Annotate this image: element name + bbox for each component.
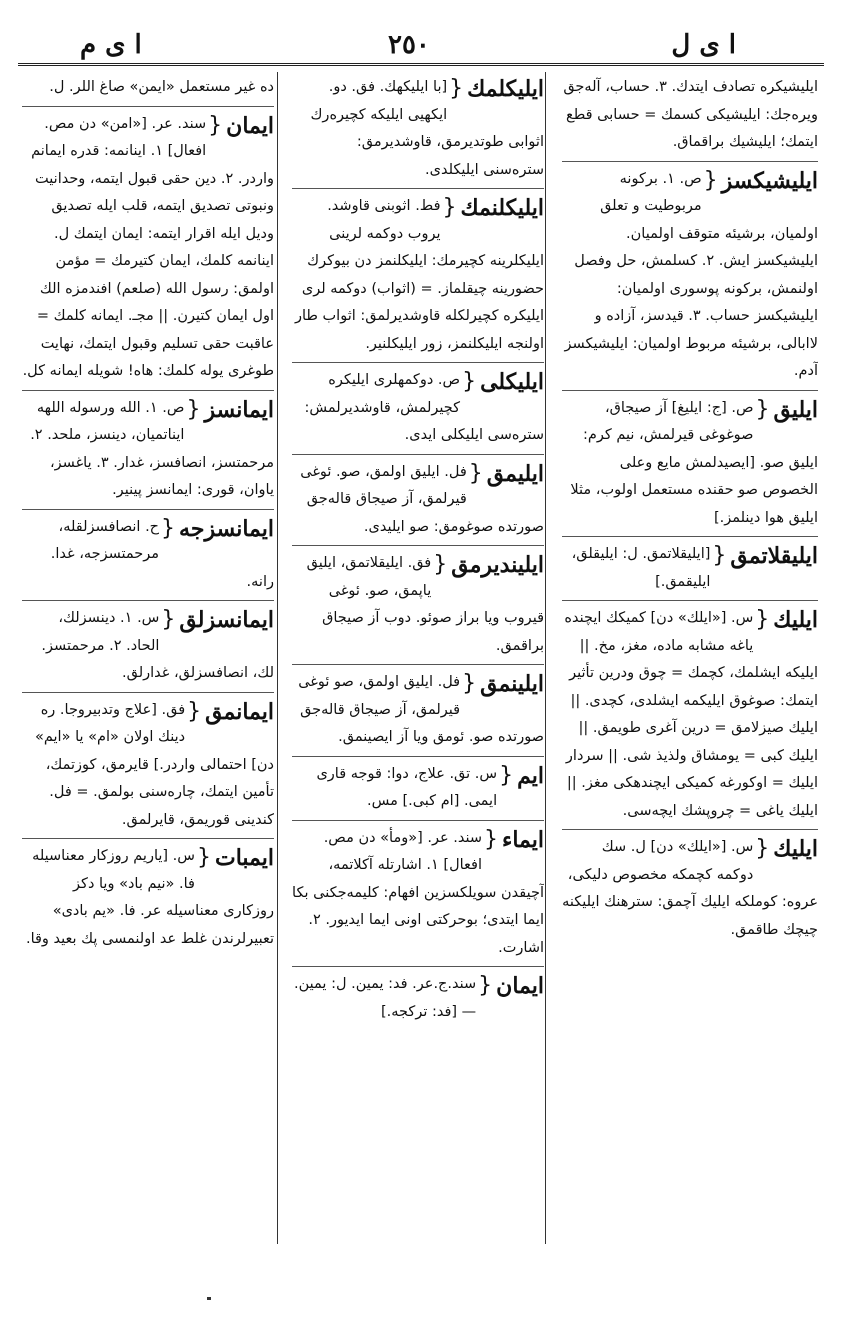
brace-mark: { <box>755 836 770 861</box>
dictionary-entry <box>292 825 544 968</box>
entry-definition: فق. [علاج وتدبیروجا. ره دینك اولان «ام» یا «ایم» دن] احتمالی واردر.] قایرمق، کوزتمك، تأمین ایتمك، چارەسنی بولمق. = فل. کندینی قوریمق، قایرلمق. <box>35 701 274 828</box>
entry-definition: س. ١. دینسزلك، الحاد. ٢. مرحمتسز. لك، انصافسزلق، غدارلق. <box>41 610 274 681</box>
dictionary-entry <box>292 669 544 757</box>
entry-definition: س. [«ایلك» دن] کمیکك ایچنده یاغه مشابه ماده، مغز، مخ. || ایلیکه ایشلمك، کچمك = چوق ودرین تأثیر ایتمك: صوغوق ایلیکمه ایشلدی، کچدی. || ایلیك صیزلامق = درین آغری طویمق. || ایلیك کبی = یومشاق ولذیذ شی. || سردار ایلیك = اوکورغه کمیکی ایچندهکی مغز. || ایلیك یاغی = چروپشك ایچەسی. <box>564 610 818 819</box>
brace-mark: { <box>161 515 176 541</box>
brace-mark: { <box>712 543 727 568</box>
entry-headword: ایمانمق <box>205 698 274 725</box>
dictionary-entry <box>292 761 544 821</box>
brace-mark: { <box>483 826 498 852</box>
brace-mark: { <box>499 762 514 788</box>
column-right <box>562 74 818 1242</box>
brace-mark: { <box>755 607 770 632</box>
entry-headword: ایماء <box>501 826 544 853</box>
entry-definition: س. [«ایلك» دن] ل. سك دوکمه کچمکه مخصوص دلیکی، عروه: کوملکه ایلیك آچمق: سترهنك ایلیکنه چیچك طاقمق. <box>562 839 818 938</box>
dictionary-entry <box>22 697 274 840</box>
dictionary-entry <box>562 605 818 830</box>
page-header <box>18 22 824 66</box>
dictionary-entry <box>22 514 274 602</box>
entry-headword: ایلیکلی <box>480 369 544 395</box>
entry-definition: فل. ایلیق اولمق، صو ئوغی قیرلمق، آز صیجاق قالەجق صورتده صو. ئومق ویا آز ایصینمق. <box>298 674 544 745</box>
entry-headword: ایمان <box>496 973 544 999</box>
entry-definition: ایلیشیکره تصادف ایتدك. ٣. حساب، آلەجق ویرەجك: ایلیشیکی کسمك = حسابی قطع ایتمك؛ ایلیشیك براقماق. <box>563 79 818 150</box>
entry-headword: ایلیك <box>773 607 818 633</box>
guide-word-left: ا ی م <box>80 30 142 60</box>
brace-mark: { <box>433 552 448 577</box>
brace-mark: { <box>462 369 477 394</box>
entry-headword: ایلیکلمك <box>467 76 544 102</box>
entry-definition: ص. ١. برکونه مربوطیت و تعلق اولمیان، برشیئه متوقف اولمیان. ایلیشیکسز ایش. ٢. کسلمش، حل وفصل اولنمش، برکونه پوسوری اولمیان: ایلیشیکسز حساب. ٣. قیدسز، آزاده و لاابالی، برشیئه مربوط اولمیان: ایلیشیکسز آدم. <box>564 170 818 379</box>
brace-mark: { <box>208 112 223 138</box>
column-left <box>22 74 274 1242</box>
entry-definition: ح. انصافسزلقله، مرحمتسزجه، غدا. رانه. <box>50 518 274 590</box>
dictionary-columns <box>18 70 824 1245</box>
brace-mark: { <box>755 396 770 422</box>
brace-mark: { <box>187 698 202 724</box>
brace-mark: { <box>186 396 201 422</box>
entry-definition: ده غیر مستعمل «ایمن» صاغ اللر. ل. <box>49 79 274 95</box>
entry-definition: سند. عر. [«امن» دن مص. افعال] ١. اینانمه: قدره ایمانم واردر. ٢. دین حقی قبول ایتمه، وحدانیت ونبوتی تصدیق ایتمه، قلب ایله تصدیق ودیل ایله اقرار ایتمه: ایمان ایتمك ل. اینانمه کلمك، ایمان کتیرمك = مؤمن اولمق: رسول الله (صلعم) افندمزه الك اول ایمان کتیرن. || مجـ. ایمانه کلمك = عاقبت حقی تسلیم وقبول ایتمك، نهایت طوغری یوله کلمك: هاه! شویله ایمانه کل. <box>22 115 274 379</box>
column-divider <box>277 72 278 1244</box>
entry-headword: ایلیك <box>773 836 818 862</box>
entry-headword: ایلیندیرمق <box>451 552 544 578</box>
dictionary-entry <box>292 74 544 189</box>
page-number: ٢٥٠ <box>388 30 430 60</box>
brace-mark: { <box>196 845 211 870</box>
dictionary-entry <box>22 843 274 957</box>
dictionary-entry <box>562 395 818 538</box>
guide-word-right: ا ی ل <box>671 30 736 60</box>
dictionary-entry <box>292 459 544 547</box>
entry-headword: ایلیمق <box>486 460 544 487</box>
dictionary-entry <box>22 111 274 391</box>
dictionary-entry <box>562 541 818 601</box>
entry-headword: ایم <box>517 762 544 789</box>
brace-mark: { <box>703 167 718 193</box>
brace-mark: { <box>449 76 464 101</box>
dictionary-entry <box>562 74 818 162</box>
dictionary-entry <box>22 395 274 510</box>
header-rule <box>18 63 824 66</box>
entry-definition: س. تق. علاج، دوا: قوجه قاری ایمی. [ام کبی.] مس. <box>316 765 498 809</box>
entry-definition: سند. عر. [«ومأ» دن مص. افعال] ١. اشارتله آکلاتمه، آچیقدن سویلکسزین افهام: کلیمەجکنی بکا ایما ایتدی؛ بوحرکتی اونی ایما ایدیور. ٢. اشارت. <box>292 829 544 956</box>
entry-definition: [با ایلیکهك. فق. دو. ایکهیی ایلیکه کچیرەرك اثوابی طوتدیرمق، قاوشدیرمق: سترەسنی ایلیکلدی. <box>310 79 544 178</box>
entry-headword: ایلینمق <box>480 671 544 697</box>
brace-mark: { <box>161 607 176 632</box>
brace-mark: { <box>468 460 483 486</box>
dictionary-entry <box>292 550 544 665</box>
entry-definition: ص. دوکمهلری ایلیکره کچیرلمش، قاوشدیرلمش: سترەسی ایلیکلی ایدی. <box>304 372 544 443</box>
dictionary-entry <box>22 74 274 107</box>
brace-mark: { <box>462 671 477 696</box>
dictionary-entry <box>292 971 544 1030</box>
dictionary-entry <box>562 834 818 948</box>
dictionary-entry <box>292 367 544 455</box>
entry-definition: سند.ج.عر. فد: یمین. ل: یمین. — [فد: ترکجه.] <box>294 976 477 1020</box>
entry-headword: ایمانسزجه <box>179 515 274 542</box>
dictionary-entry <box>22 605 274 693</box>
column-divider <box>545 72 546 1244</box>
entry-headword: ایلیکلنمك <box>460 195 544 221</box>
entry-headword: ایمانسزلق <box>179 607 274 633</box>
entry-headword: ایمان <box>226 112 274 139</box>
entry-definition: [ایلیقلاتمق. ل: ایلیقلق، ایلیقمق.] <box>571 546 711 590</box>
entry-headword: ایلیقلاتمق <box>730 543 818 569</box>
entry-definition: ص. [ج: ایلیغ] آز صیجاق، صوغوغی قیرلمش، نیم کرم: ایلیق صو. [ایصیدلمش مایع وعلی الخصوص صو حقنده مستعمل اولوب، مثلا ایلیق هوا دینلمز.] <box>570 399 818 526</box>
entry-headword: ایمانسز <box>204 396 274 423</box>
brace-mark: { <box>442 195 457 220</box>
entry-definition: ص. ١. الله ورسوله اللهه ایناتمیان، دینسز، ملحد. ٢. مرحمتسز، انصافسز، غدار. ٣. یاغسز، یاوان، قوری: ایمانسز پینیر. <box>30 399 274 498</box>
entry-definition: فق. ایلیقلاتمق، ایلیق یاپمق، صو. ئوغی قیروب ویا براز صوئو. دوب آز صیجاق براقمق. <box>306 555 544 654</box>
page-mark <box>207 1297 211 1300</box>
dictionary-entry <box>292 193 544 363</box>
entry-headword: ایمبات <box>214 845 274 871</box>
entry-headword: ایلیشیکسز <box>721 167 818 194</box>
dictionary-entry <box>562 166 818 391</box>
entry-definition: فط. اثوبنی قاوشد. یروب دوکمه لرینی ایلیکلرینه کچیرمك: ایلیکلنمز دن بیوکرك حضورینه چیقلماز. = (اثواب) دوکمه لری ایلیکره کچیرلکله قاوشدیرلمق: اثواب طار اولنجه ایلیکلنمز، زور ایلیکلنیر. <box>294 198 544 352</box>
entry-definition: س. [یاریم روزکار معناسیله فا. «نیم باد» ویا دکز روزکاری معناسیله عر. فا. «یم بادی» تعبیرلرندن غلط عد اولنمسی پك بعید وقا. <box>25 848 274 947</box>
column-middle <box>292 74 544 1242</box>
entry-definition: فل. ایلیق اولمق، صو. ئوغی قیرلمق، آز صیجاق قالەجق صورتده صوغومق: صو ایلیدی. <box>300 463 544 535</box>
entry-headword: ایلیق <box>773 396 818 423</box>
brace-mark: { <box>478 973 493 998</box>
